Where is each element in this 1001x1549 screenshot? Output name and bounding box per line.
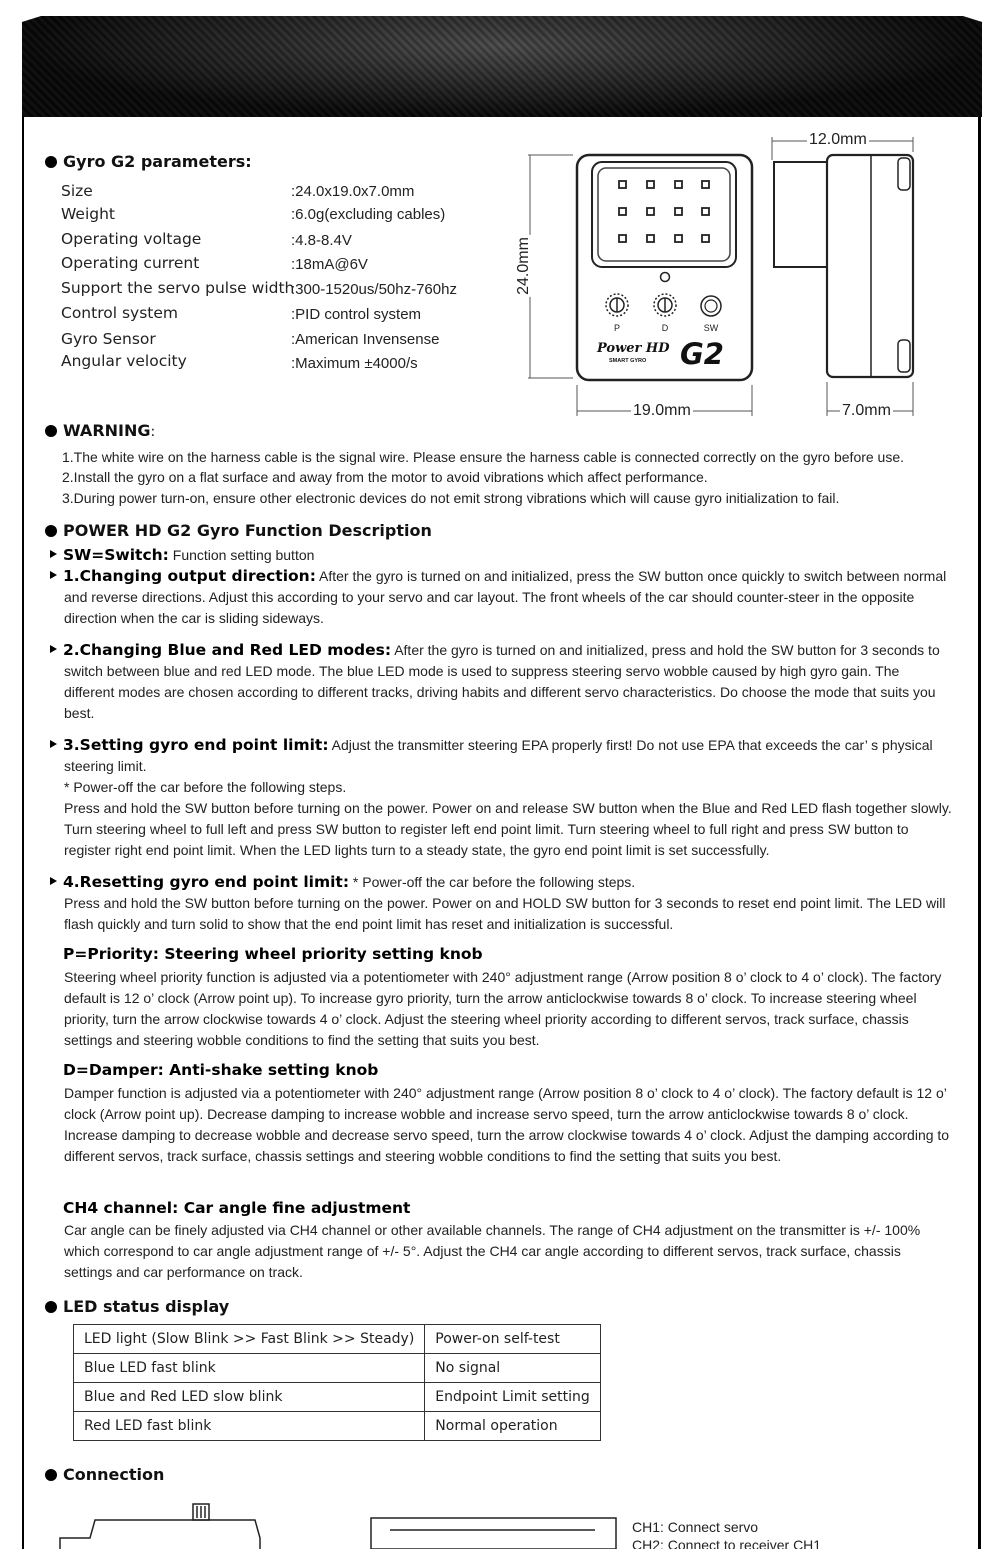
brand-logo: Power HD (597, 341, 670, 356)
warning-line: 2.Install the gyro on a flat surface and away from the motor to avoid vibrations which affect performance. (62, 469, 708, 485)
dim-width: 19.0mm (633, 402, 691, 419)
triangle-bullet-icon (50, 645, 57, 653)
damper-heading: D=Damper: Anti-shake setting knob (63, 1061, 379, 1079)
param-value: :4.8-8.4V (291, 232, 352, 249)
gyro-drawing (0, 0, 1001, 440)
bullet-dot-icon (45, 1469, 57, 1481)
item3-steps: Press and hold the SW button before turning on the power. Power on and release SW button when the Blue and Red LED flash together slowly. Turn steering wheel to full left and press SW button to register left end point limit. Turn steering wheel to full right and press SW button to register right end point limit. When the LED lights turn to a steady state, the gyro end point limit is set successfully. (64, 800, 952, 858)
connection-ch1: CH1: Connect servo (632, 1519, 759, 1535)
warning-line: 1.The white wire on the harness cable is the signal wire. Please ensure the harness cable is connected correctly on the gyro before use. (62, 449, 905, 465)
triangle-bullet-icon (50, 571, 57, 579)
bullet-dot-icon (45, 425, 57, 437)
led-heading: LED status display (45, 1297, 229, 1316)
params-heading: Gyro G2 parameters: (45, 152, 252, 171)
item4-steps: Press and hold the SW button before turning on the power. Power on and HOLD SW button for 3 seconds to reset end point limit. The LED will flash quickly and turn solid to show that the end point limit has reset and initialization is successful. (64, 895, 946, 932)
param-label: Operating current (61, 254, 200, 272)
warning-line: 3.During power turn-on, ensure other electronic devices do not emit strong vibrations which will cause gyro initialization to fail. (62, 490, 840, 506)
led-meaning: Endpoint Limit setting (425, 1383, 601, 1412)
bullet-dot-icon (45, 525, 57, 537)
triangle-bullet-icon (50, 740, 57, 748)
item3-note: * Power-off the car before the following steps. (64, 779, 347, 795)
triangle-bullet-icon (50, 877, 57, 885)
triangle-bullet-icon (50, 550, 57, 558)
connection-drawing (0, 1500, 1001, 1549)
led-state: Blue and Red LED slow blink (74, 1383, 425, 1412)
function-heading: POWER HD G2 Gyro Function Description (45, 521, 432, 540)
param-label: Control system (61, 304, 178, 322)
bullet-dot-icon (45, 1301, 57, 1313)
knob-p-label: P (613, 323, 621, 333)
damper-text: Damper function is adjusted via a potentiometer with 240° adjustment range (Arrow position 8 o’ clock to 4 o’ clock). The factory default is 12 o’ clock (Arrow point up). Decrease damping to increase wobble and increase servo speed, turn the arrow anticlockwise towards 8 o’ clock. Increase damping to decrease wobble and decrease servo speed, turn the arrow clockwise towards 4 o’ clock. Adjust the damping according to different servos, track surface, chassis settings and steering wobble conditions to find the setting that suits you best. (64, 1085, 950, 1164)
table-row (74, 1383, 601, 1412)
ch4-heading: CH4 channel: Car angle fine adjustment (63, 1199, 411, 1217)
gyro-body-side (827, 155, 913, 377)
warning-heading: WARNING: (45, 421, 155, 440)
led-window (592, 162, 736, 267)
param-label: Size (61, 182, 93, 200)
led-state: Red LED fast blink (74, 1412, 425, 1441)
param-value: :American Invensense (291, 331, 440, 348)
led-meaning: Normal operation (425, 1412, 601, 1441)
priority-text: Steering wheel priority function is adjusted via a potentiometer with 240° adjustment range (Arrow position 8 o’ clock to 4 o’ clock). The factory default is 12 o’ clock (Arrow point up). To increase gyro priority, turn the arrow anticlockwise towards 8 o’ clock. To increase steering wheel priority, turn the arrow clockwise towards 4 o’ clock. Adjust the steering wheel priority according to different servos, track surface, chassis settings and steering wobble conditions to find the setting that suits you best. (64, 969, 942, 1048)
param-value: :PID control system (291, 306, 422, 323)
gyro-side-cap (774, 162, 829, 267)
table-row (74, 1325, 601, 1354)
led-status-table (73, 1324, 601, 1441)
item3-description: 3.Setting gyro end point limit: Adjust the transmitter steering EPA properly first! Do not use EPA that exceeds the car’ s physical steering limit. (50, 735, 950, 777)
item2-description: 2.Changing Blue and Red LED modes: After the gyro is turned on and initialized, press and hold the SW button for 3 seconds to switch between blue and red LED mode. The blue LED mode is used to suppress steering servo wobble caused by high gyro gain. The different modes are chosen according to different tracks, driving habits and different servo characteristics. Do choose the mode that suits you best. (50, 640, 950, 724)
item4-description: 4.Resetting gyro end point limit: * Power-off the car before the following steps. (50, 872, 950, 893)
led-meaning: Power-on self-test (425, 1325, 601, 1354)
dim-height: 24.0mm (514, 237, 532, 295)
item1-description: 1.Changing output direction: After the gyro is turned on and initialized, press the SW button once quickly to switch between normal and reverse directions. Adjust this according to your servo and car layout. The front wheels of the car should counter-steer in the opposite direction when the car is sliding sideways. (50, 566, 950, 629)
sw-label: SW (703, 323, 719, 333)
dim-side-thickness: 7.0mm (842, 402, 891, 419)
param-value: :Maximum ±4000/s (291, 355, 418, 372)
led-state: Blue LED fast blink (74, 1354, 425, 1383)
param-label: Support the servo pulse width (61, 279, 295, 297)
model-logo: G2 (680, 337, 724, 371)
ch4-text: Car angle can be finely adjusted via CH4 channel or other available channels. The range of CH4 adjustment on the transmitter is +/- 100% which correspond to car angle adjustment range of +/- 5°. Adjust the CH4 car angle according to different servos, track surface, chassis settings and car performance on track. (64, 1222, 921, 1280)
brand-sub: SMART GYRO (609, 358, 647, 364)
priority-heading: P=Priority: Steering wheel priority setting knob (63, 945, 483, 963)
param-label: Angular velocity (61, 352, 187, 370)
param-value: :24.0x19.0x7.0mm (291, 183, 415, 200)
connection-ch2: CH2: Connect to receiver CH1 (632, 1537, 822, 1549)
table-row (74, 1354, 601, 1383)
dim-side-width: 12.0mm (809, 131, 867, 148)
connection-heading: Connection (45, 1465, 164, 1484)
led-state: LED light (Slow Blink >> Fast Blink >> Steady) (74, 1325, 425, 1354)
knob-d-label: D (661, 323, 669, 333)
param-label: Weight (61, 205, 116, 223)
table-row (74, 1412, 601, 1441)
param-label: Operating voltage (61, 230, 202, 248)
param-value: :18mA@6V (291, 256, 368, 273)
param-label: Gyro Sensor (61, 330, 156, 348)
param-value: :300-1520us/50hz-760hz (291, 281, 457, 298)
sw-description: SW=Switch: Function setting button (50, 545, 950, 566)
param-value: :6.0g(excluding cables) (291, 206, 446, 223)
led-meaning: No signal (425, 1354, 601, 1383)
